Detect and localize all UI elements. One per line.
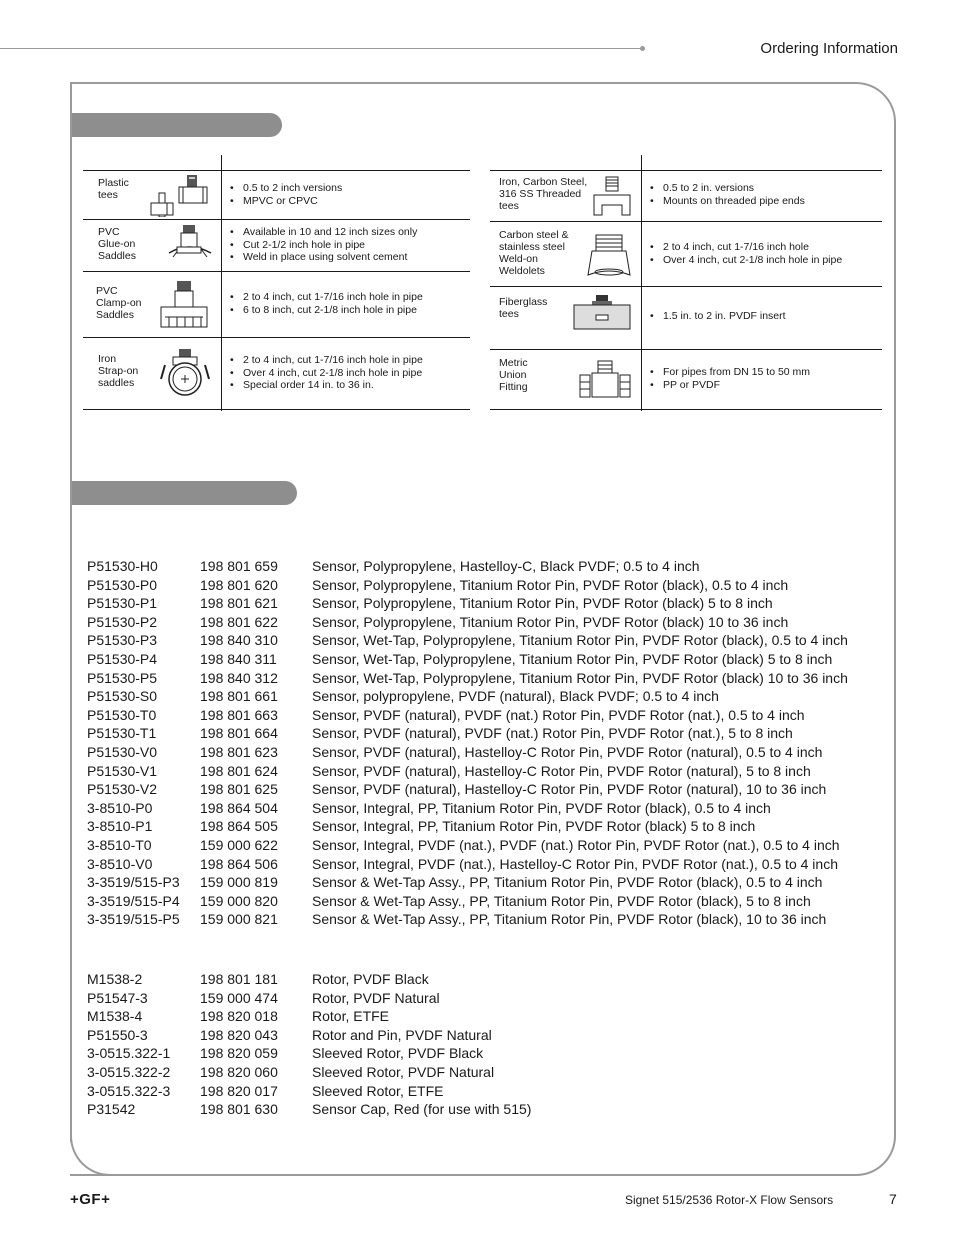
part-row [87, 970, 531, 989]
part-number: 198 864 504 [200, 799, 278, 816]
fitting-specs: • 2 to 4 inch, cut 1-7/16 inch hole in pipe • Over 4 inch, cut 2-1/8 inch hole in pipe • Special order 14 in. to 36 in. [230, 354, 423, 392]
part-row [87, 1082, 531, 1101]
part-code: P51530-P3 [87, 632, 158, 649]
part-description: Sensor Cap, Red (for use with 515) [312, 1101, 532, 1118]
part-description: Sensor, Wet-Tap, Polypropylene, Titanium Rotor Pin, PVDF Rotor (black) 10 to 36 inch [312, 669, 848, 686]
part-description: Sensor & Wet-Tap Assy., PP, Titanium Rotor Pin, PVDF Rotor (black), 0.5 to 4 inch [312, 874, 823, 891]
part-code: P51530-S0 [87, 688, 158, 705]
frame-left-edge [70, 82, 72, 1142]
part-row [87, 780, 848, 799]
page-number: 7 [889, 1191, 897, 1207]
part-description: Sensor, Polypropylene, Titanium Rotor Pin, PVDF Rotor (black), 0.5 to 4 inch [312, 576, 789, 593]
part-number: 198 864 505 [200, 818, 278, 835]
part-row [87, 910, 848, 929]
part-code: 3-3519/515-P4 [87, 892, 180, 909]
part-number: 198 820 043 [200, 1026, 278, 1043]
part-description: Sensor, Polypropylene, Titanium Rotor Pin, PVDF Rotor (black) 10 to 36 inch [312, 613, 789, 630]
part-row [87, 817, 848, 836]
part-row [87, 1026, 531, 1045]
header-rule-dot [640, 46, 645, 51]
part-description: Sensor, Polypropylene, Hastelloy-C, Black PVDF; 0.5 to 4 inch [312, 558, 700, 574]
part-row [87, 669, 848, 688]
part-description: Sensor, Integral, PVDF (nat.), Hastelloy-C Rotor Pin, PVDF Rotor (nat.), 0.5 to 4 inch [312, 855, 838, 872]
part-code: P51530-P5 [87, 669, 158, 686]
part-number: 198 864 506 [200, 855, 278, 872]
part-code: 3-0515.322-1 [87, 1045, 171, 1062]
part-number: 159 000 819 [200, 874, 278, 891]
section-tab-parts [72, 481, 297, 505]
part-code: P31542 [87, 1101, 136, 1118]
part-code: P51530-T1 [87, 725, 157, 742]
part-number: 159 000 622 [200, 836, 278, 853]
page-title: Ordering Information [760, 40, 898, 57]
part-number: 198 820 059 [200, 1045, 278, 1062]
fitting-specs: • Available in 10 and 12 inch sizes only • Cut 2-1/2 inch hole in pipe • Weld in place using solvent cement [230, 226, 417, 264]
plastic-tee-icon [147, 173, 211, 217]
part-description: Sensor, polypropylene, PVDF (natural), Black PVDF; 0.5 to 4 inch [312, 688, 719, 705]
part-row [87, 687, 848, 706]
fitting-specs: • 0.5 to 2 in. versions • Mounts on threaded pipe ends [650, 182, 805, 207]
part-row [87, 873, 848, 892]
part-description: Sensor, Polypropylene, Titanium Rotor Pin, PVDF Rotor (black) 5 to 8 inch [312, 595, 773, 612]
part-code: M1538-2 [87, 971, 143, 987]
part-row [87, 706, 848, 725]
part-description: Sensor, Wet-Tap, Polypropylene, Titanium Rotor Pin, PVDF Rotor (black), 0.5 to 4 inch [312, 632, 848, 649]
part-description: Sleeved Rotor, PVDF Natural [312, 1063, 495, 1080]
part-code: P51530-V0 [87, 743, 158, 760]
part-number: 198 801 663 [200, 706, 278, 723]
part-row [87, 836, 848, 855]
fitting-specs: • 0.5 to 2 inch versions • MPVC or CPVC [230, 182, 342, 207]
glue-on-saddle-icon [165, 223, 215, 267]
part-row [87, 594, 848, 613]
part-description: Sensor, Integral, PP, Titanium Rotor Pin, PVDF Rotor (black), 0.5 to 4 inch [312, 799, 771, 816]
fitting-specs: • 2 to 4 inch, cut 1-7/16 inch hole • Over 4 inch, cut 2-1/8 inch hole in pipe [650, 241, 842, 266]
part-code: P51530-P2 [87, 613, 158, 630]
part-row [87, 613, 848, 632]
part-description: Sensor, Wet-Tap, Polypropylene, Titanium Rotor Pin, PVDF Rotor (black) 5 to 8 inch [312, 650, 833, 667]
part-description: Sensor, PVDF (natural), Hastelloy-C Rotor Pin, PVDF Rotor (natural), 5 to 8 inch [312, 762, 811, 779]
part-code: 3-8510-P1 [87, 818, 153, 835]
part-description: Rotor, PVDF Black [312, 971, 429, 987]
part-number: 198 840 312 [200, 669, 278, 686]
fitting-label: Plastic tees [98, 177, 129, 201]
section-tab-fittings [72, 113, 282, 137]
part-code: P51547-3 [87, 989, 148, 1006]
part-code: P51530-T0 [87, 706, 157, 723]
part-number: 198 801 630 [200, 1101, 278, 1118]
part-code: 3-0515.322-2 [87, 1063, 171, 1080]
part-row [87, 762, 848, 781]
part-description: Sleeved Rotor, PVDF Black [312, 1045, 484, 1062]
part-number: 198 820 018 [200, 1008, 278, 1025]
part-number: 198 801 625 [200, 781, 278, 798]
part-description: Sensor, PVDF (natural), PVDF (nat.) Rotor Pin, PVDF Rotor (nat.), 5 to 8 inch [312, 725, 793, 742]
part-description: Sensor, PVDF (natural), Hastelloy-C Rotor Pin, PVDF Rotor (natural), 0.5 to 4 inch [312, 743, 823, 760]
fittings-table-left [83, 155, 470, 411]
part-description: Rotor, ETFE [312, 1008, 390, 1025]
part-row [87, 743, 848, 762]
part-row [87, 892, 848, 911]
part-number: 198 801 181 [200, 971, 278, 987]
part-row [87, 557, 848, 576]
part-row [87, 576, 848, 595]
part-description: Sensor & Wet-Tap Assy., PP, Titanium Rotor Pin, PVDF Rotor (black), 5 to 8 inch [312, 892, 811, 909]
part-code: P51530-V1 [87, 762, 158, 779]
part-code: M1538-4 [87, 1008, 143, 1025]
part-description: Sensor, PVDF (natural), Hastelloy-C Rotor Pin, PVDF Rotor (natural), 10 to 36 inch [312, 781, 827, 798]
part-code: P51530-P0 [87, 576, 158, 593]
part-description: Rotor, PVDF Natural [312, 989, 440, 1006]
clamp-on-saddle-icon [155, 277, 215, 333]
part-number: 198 820 060 [200, 1063, 278, 1080]
part-number: 198 801 659 [200, 558, 278, 574]
accessory-parts-list [87, 970, 531, 1119]
part-code: 3-8510-P0 [87, 799, 153, 816]
fitting-label: Carbon steel & stainless steel Weld-on Weldolets [499, 229, 569, 277]
part-number: 198 801 620 [200, 576, 278, 593]
fitting-specs: • 2 to 4 inch, cut 1-7/16 inch hole in pipe • 6 to 8 inch, cut 2-1/8 inch hole in pipe [230, 291, 423, 316]
part-description: Sensor & Wet-Tap Assy., PP, Titanium Rotor Pin, PVDF Rotor (black), 10 to 36 inch [312, 911, 827, 928]
gf-logo: +GF+ [70, 1191, 111, 1208]
part-code: P51530-P1 [87, 595, 158, 612]
part-row [87, 799, 848, 818]
weldolet-icon [584, 231, 634, 281]
part-number: 198 801 624 [200, 762, 278, 779]
part-code: 3-8510-T0 [87, 836, 152, 853]
part-row [87, 724, 848, 743]
part-row [87, 1007, 531, 1026]
part-number: 198 820 017 [200, 1082, 278, 1099]
part-description: Sensor, Integral, PP, Titanium Rotor Pin, PVDF Rotor (black) 5 to 8 inch [312, 818, 756, 835]
part-row [87, 1044, 531, 1063]
part-row [87, 631, 848, 650]
part-code: 3-3519/515-P3 [87, 874, 180, 891]
part-code: 3-8510-V0 [87, 855, 153, 872]
fitting-specs: • For pipes from DN 15 to 50 mm • PP or PVDF [650, 366, 810, 391]
part-number: 198 801 621 [200, 595, 278, 612]
part-description: Sensor, PVDF (natural), PVDF (nat.) Rotor Pin, PVDF Rotor (nat.), 0.5 to 4 inch [312, 706, 805, 723]
part-number: 159 000 821 [200, 911, 278, 928]
part-description: Rotor and Pin, PVDF Natural [312, 1026, 492, 1043]
part-code: P51530-V2 [87, 781, 158, 798]
fitting-label: Iron, Carbon Steel, 316 SS Threaded tees [499, 176, 588, 212]
part-row [87, 989, 531, 1008]
part-number: 198 801 664 [200, 725, 278, 742]
part-row [87, 1100, 531, 1119]
part-row [87, 855, 848, 874]
fitting-label: Fiberglass tees [499, 296, 548, 320]
fitting-label: PVC Glue-on Saddles [98, 226, 136, 262]
union-fitting-icon [578, 357, 632, 401]
footer-title: Signet 515/2536 Rotor-X Flow Sensors [625, 1193, 834, 1207]
part-code: P51530-P4 [87, 650, 158, 667]
part-number: 159 000 820 [200, 892, 278, 909]
threaded-tee-icon [590, 175, 634, 219]
fitting-label: Iron Strap-on saddles [98, 353, 139, 389]
part-row [87, 1063, 531, 1082]
fiberglass-tee-icon [572, 293, 632, 331]
part-number: 198 840 310 [200, 632, 278, 649]
part-description: Sensor, Integral, PVDF (nat.), PVDF (nat.) Rotor Pin, PVDF Rotor (nat.), 0.5 to 4 inch [312, 836, 840, 853]
part-number: 198 801 622 [200, 613, 278, 630]
part-code: 3-0515.322-3 [87, 1082, 171, 1099]
header-rule [0, 48, 642, 49]
fitting-label: PVC Clamp-on Saddles [96, 285, 142, 321]
part-number: 198 801 623 [200, 743, 278, 760]
fittings-table-right [490, 155, 882, 411]
part-description: Sleeved Rotor, ETFE [312, 1082, 444, 1099]
part-number: 159 000 474 [200, 989, 278, 1006]
part-number: 198 801 661 [200, 688, 278, 705]
part-code: 3-3519/515-P5 [87, 911, 180, 928]
sensor-parts-list [87, 557, 848, 929]
part-code: P51550-3 [87, 1026, 148, 1043]
part-row [87, 650, 848, 669]
fitting-specs: • 1.5 in. to 2 in. PVDF insert [650, 310, 786, 323]
part-number: 198 840 311 [200, 650, 277, 667]
strap-on-saddle-icon [155, 345, 215, 401]
fitting-label: Metric Union Fitting [499, 357, 528, 393]
part-code: P51530-H0 [87, 558, 158, 574]
